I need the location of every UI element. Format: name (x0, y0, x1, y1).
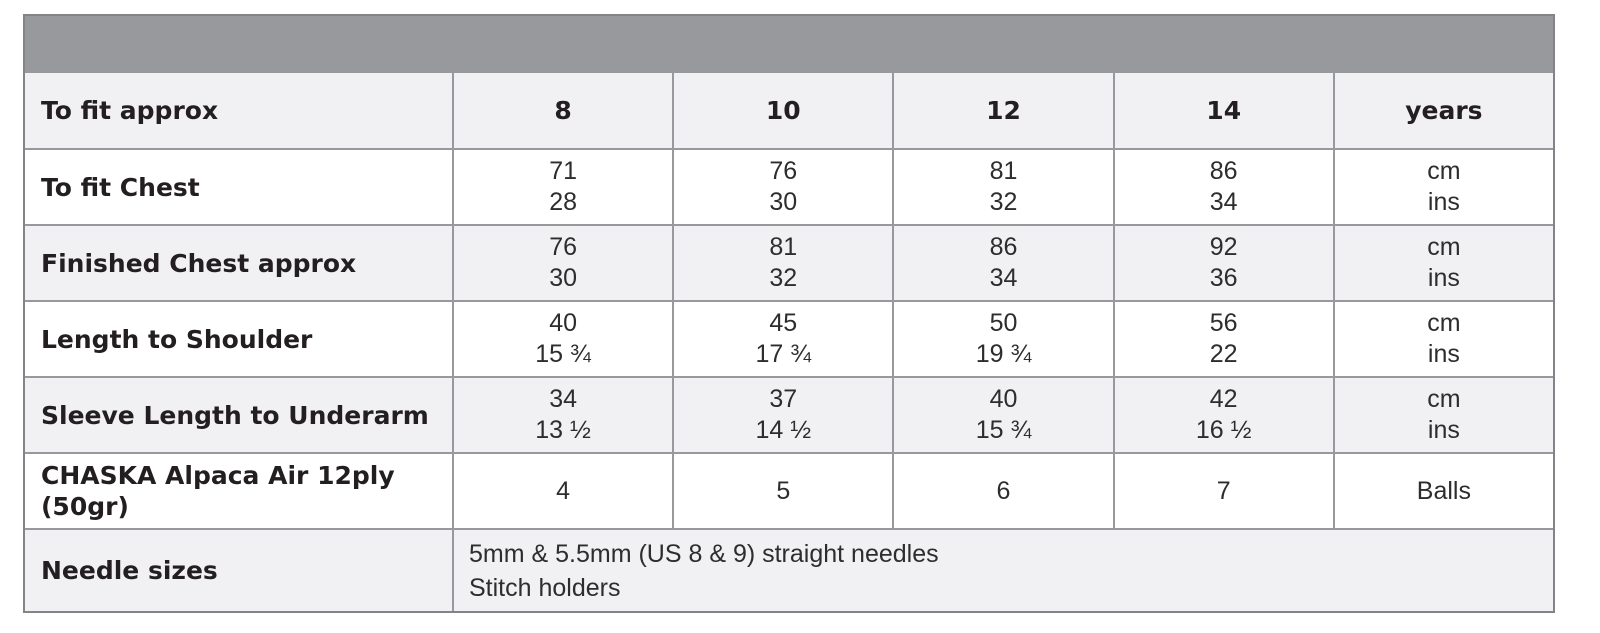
row-label-finished-chest: Finished Chest approx (41, 248, 357, 278)
table-cell (452, 454, 672, 528)
unit-cell (1333, 226, 1553, 300)
table-cell (672, 226, 892, 300)
value-balls: 6 (996, 476, 1011, 505)
row-label-length-to-shoulder: Length to Shoulder (25, 302, 452, 376)
table-cell (892, 378, 1112, 452)
value-cm: 92 (1209, 233, 1238, 261)
value-balls: 7 (1216, 476, 1231, 505)
value-balls: 4 (556, 476, 571, 505)
value-cm: 71 (549, 157, 577, 185)
table-header-row (25, 73, 1553, 150)
unit-balls-label: Balls (1416, 476, 1471, 505)
table-cell (1113, 226, 1333, 300)
header-size-cell: 12 (892, 73, 1112, 148)
table-cell (452, 302, 672, 376)
value-cm: 86 (989, 233, 1018, 261)
needle-sizes-row (25, 530, 1553, 611)
table-row (25, 150, 1553, 226)
unit-cell (1333, 302, 1553, 376)
value-cm: 81 (989, 157, 1018, 185)
unit-cm-label: cm (1427, 385, 1461, 413)
table-cell (892, 302, 1112, 376)
header-size-cell: 8 (452, 73, 672, 148)
value-ins: 36 (1209, 264, 1238, 292)
needle-sizes-line-1: 5mm & 5.5mm (US 8 & 9) straight needles (469, 539, 939, 568)
value-ins: 22 (1209, 340, 1238, 368)
unit-cell (1333, 454, 1553, 528)
value-cm: 42 (1209, 385, 1238, 413)
value-cm: 37 (769, 385, 798, 413)
value-ins: 32 (989, 188, 1018, 216)
unit-cell (1333, 150, 1553, 224)
value-cm: 50 (989, 309, 1018, 337)
value-ins: 34 (1209, 188, 1238, 216)
table-cell (672, 302, 892, 376)
value-ins: 15 ¾ (975, 416, 1032, 444)
unit-cm-label: cm (1427, 309, 1461, 337)
table-cell (892, 150, 1112, 224)
value-cm: 56 (1209, 309, 1238, 337)
header-size-cell: 14 (1113, 73, 1333, 148)
unit-cm-label: cm (1427, 157, 1461, 185)
value-ins: 34 (989, 264, 1018, 292)
table-cell (672, 454, 892, 528)
row-label-yarn: CHASKA Alpaca Air 12ply (50gr) (25, 454, 452, 528)
value-cm: 40 (549, 309, 577, 337)
value-ins: 16 ½ (1195, 416, 1252, 444)
value-ins: 19 ¾ (975, 340, 1032, 368)
table-row (25, 378, 1553, 454)
unit-ins-label: ins (1427, 416, 1460, 444)
unit-ins-label: ins (1427, 340, 1460, 368)
value-ins: 17 ¾ (755, 340, 812, 368)
size-chart-table (23, 14, 1555, 613)
value-cm: 40 (989, 385, 1018, 413)
table-row (25, 454, 1553, 530)
table-cell (1113, 454, 1333, 528)
table-cell (452, 226, 672, 300)
row-label-needle-sizes: Needle sizes (41, 556, 218, 585)
table-cell (1113, 150, 1333, 224)
table-cell (1113, 378, 1333, 452)
value-ins: 15 ¾ (535, 340, 591, 368)
table-cell (452, 150, 672, 224)
header-unit-cell: years (1333, 73, 1553, 148)
table-row (25, 226, 1553, 302)
value-ins: 14 ½ (755, 416, 812, 444)
row-label-sleeve-length: Sleeve Length to Underarm (41, 400, 429, 430)
value-cm: 76 (769, 157, 798, 185)
needle-sizes-line-2: Stitch holders (469, 573, 621, 602)
value-cm: 86 (1209, 157, 1238, 185)
value-ins: 28 (549, 188, 577, 216)
value-ins: 30 (769, 188, 798, 216)
value-cm: 81 (769, 233, 798, 261)
unit-ins-label: ins (1427, 188, 1460, 216)
value-cm: 45 (769, 309, 798, 337)
value-ins: 13 ½ (535, 416, 591, 444)
value-cm: 76 (549, 233, 577, 261)
value-balls: 5 (776, 476, 791, 505)
table-cell (672, 378, 892, 452)
table-cell (892, 226, 1112, 300)
table-row (25, 302, 1553, 378)
table-title-bar (25, 16, 1553, 73)
value-ins: 30 (549, 264, 577, 292)
unit-cell (1333, 378, 1553, 452)
table-cell (452, 378, 672, 452)
row-label-to-fit-chest: To fit Chest (25, 150, 452, 224)
value-ins: 32 (769, 264, 798, 292)
table-cell (1113, 302, 1333, 376)
value-cm: 34 (549, 385, 577, 413)
header-size-cell: 10 (672, 73, 892, 148)
table-cell (892, 454, 1112, 528)
table-cell (672, 150, 892, 224)
needle-sizes-cell (452, 530, 1553, 611)
unit-cm-label: cm (1427, 233, 1461, 261)
unit-ins-label: ins (1427, 264, 1460, 292)
row-label-to-fit-approx: To fit approx (41, 96, 219, 125)
